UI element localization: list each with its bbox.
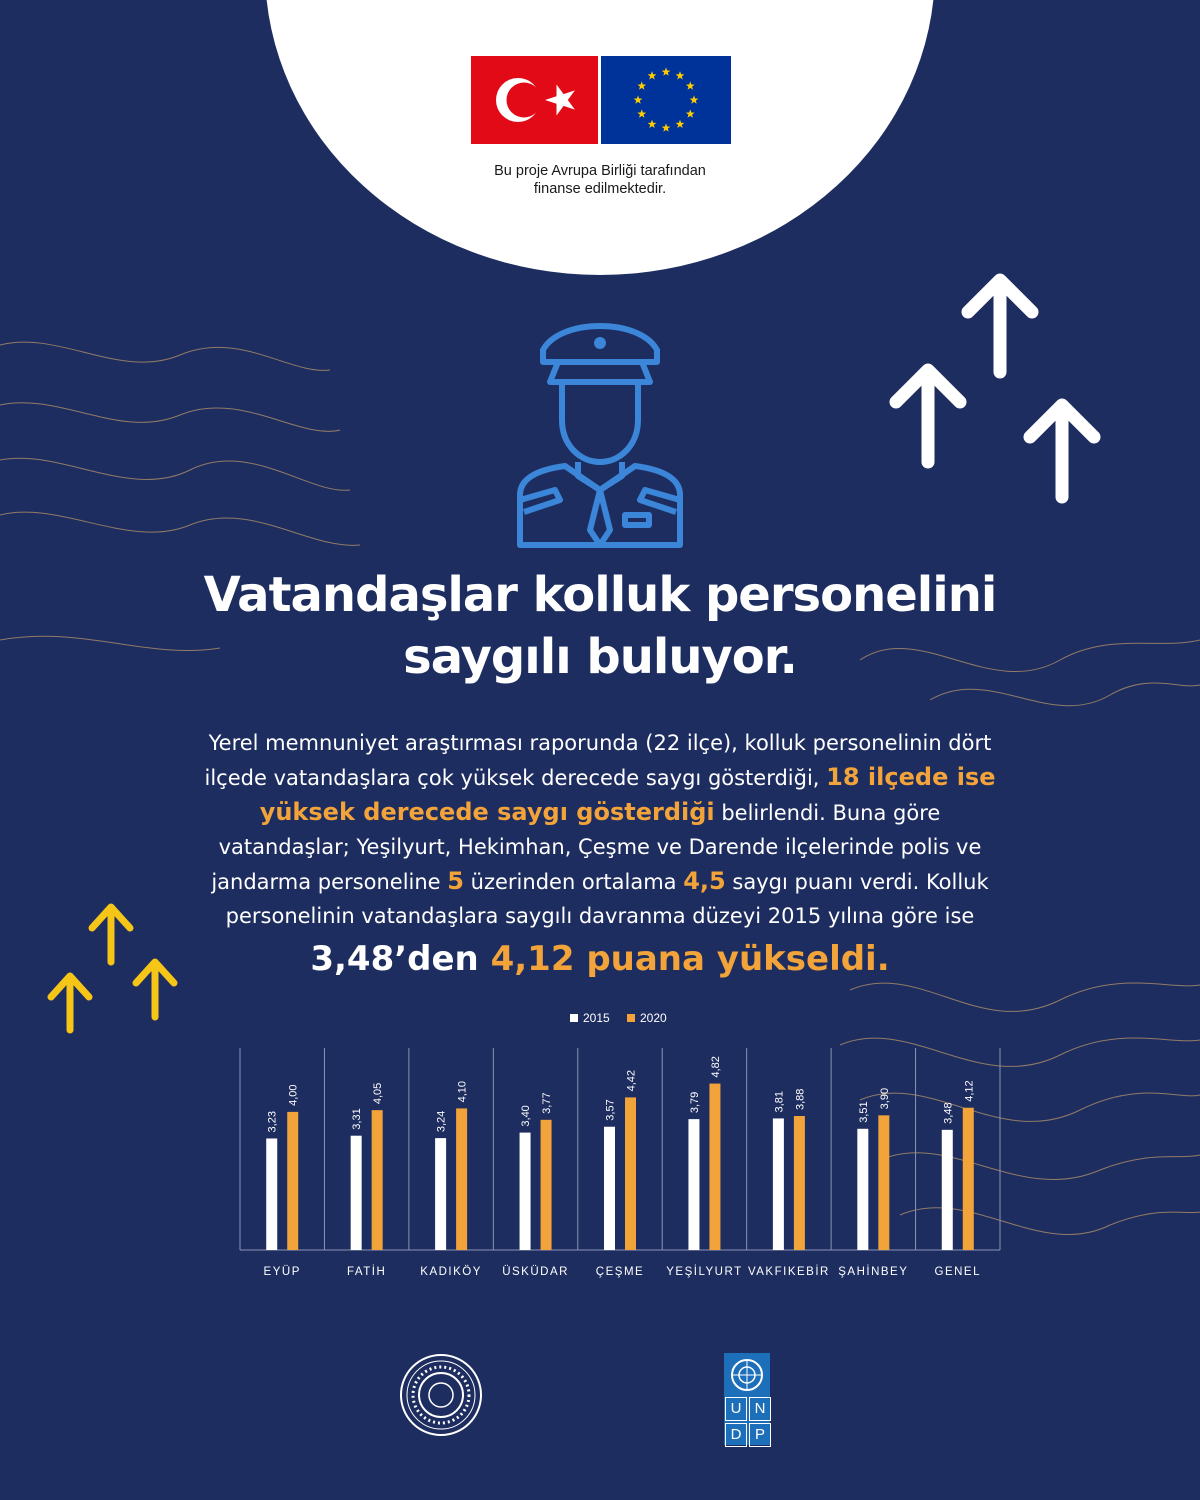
highlight-text: yüksek derecede saygı gösterdiği: [259, 798, 715, 826]
data-label: 4,05: [372, 1082, 385, 1105]
body-text: belirlendi. Buna göre: [714, 801, 941, 825]
data-label: 3,77: [541, 1092, 554, 1114]
bar-2015: [942, 1130, 953, 1250]
data-label: 3,81: [773, 1091, 786, 1113]
headline-text: 3,48’den: [310, 939, 491, 979]
highlight-text: 5: [447, 867, 464, 895]
body-text: jandarma personeline: [211, 870, 448, 894]
data-label: 3,48: [942, 1102, 955, 1124]
legend-swatch: [627, 1014, 635, 1022]
body-text: üzerinden ortalama: [463, 870, 684, 894]
bar-2015: [520, 1133, 531, 1250]
undp-letter: U: [725, 1397, 747, 1421]
un-emblem-icon: [724, 1353, 770, 1397]
data-label: 3,24: [435, 1110, 448, 1133]
title-line: saygılı buluyor.: [403, 629, 797, 685]
legend-label: 2020: [640, 1011, 667, 1025]
data-label: 3,51: [857, 1101, 870, 1123]
data-label: 3,23: [266, 1111, 279, 1133]
bar-2015: [857, 1129, 868, 1250]
data-label: 4,10: [456, 1081, 469, 1103]
bar-2015: [266, 1138, 277, 1250]
bar-2020: [287, 1112, 298, 1250]
category-label: VAKFIKEBİR: [747, 1266, 830, 1278]
data-label: 3,90: [878, 1087, 891, 1110]
bar-2020: [541, 1120, 552, 1250]
data-label: 4,00: [287, 1084, 300, 1106]
category-label: ÇEŞME: [595, 1266, 645, 1278]
category-label: ÜSKÜDAR: [502, 1266, 569, 1278]
eu-caption-line: Bu proje Avrupa Birliği tarafından: [494, 163, 706, 179]
body-text: ilçede vatandaşlara çok yüksek derecede saygı gösterdiği,: [204, 766, 827, 790]
bar-2020: [878, 1115, 889, 1250]
bar-2020: [794, 1116, 805, 1250]
undp-letter: D: [725, 1423, 747, 1447]
bar-2015: [435, 1138, 446, 1250]
category-label: YEŞİLYURT: [666, 1266, 743, 1278]
category-label: ŞAHİNBEY: [838, 1266, 909, 1278]
highlight-text: 4,5: [683, 867, 726, 895]
undp-letters: [724, 1397, 770, 1447]
bar-2020: [625, 1097, 636, 1250]
undp-letter: N: [749, 1397, 771, 1421]
bar-2020: [709, 1084, 720, 1250]
title-line: Vatandaşlar kolluk personelini: [203, 567, 997, 623]
eu-caption-line: finanse edilmektedir.: [533, 181, 667, 197]
bar-2015: [351, 1136, 362, 1250]
data-label: 4,42: [625, 1069, 638, 1092]
bar-2015: [604, 1127, 615, 1250]
bar-2015: [688, 1119, 699, 1250]
bar-2015: [773, 1118, 784, 1250]
data-label: 3,57: [604, 1099, 617, 1121]
data-label: 3,40: [520, 1105, 533, 1127]
bar-2020: [963, 1108, 974, 1250]
body-text: personelinin vatandaşlara saygılı davranma düzeyi 2015 yılına göre ise: [225, 904, 975, 928]
undp-letter: P: [749, 1423, 771, 1447]
data-label: 3,79: [688, 1091, 701, 1114]
data-label: 3,88: [794, 1088, 807, 1111]
category-label: FATİH: [347, 1266, 387, 1278]
highlight-text: 18 ilçede ise: [826, 763, 996, 791]
headline-highlight: 4,12 puana yükseldi.: [490, 939, 890, 979]
data-label: 4,12: [963, 1080, 976, 1102]
legend-label: 2015: [583, 1011, 610, 1025]
data-label: 4,82: [709, 1056, 722, 1078]
body-text: saygı puanı verdi. Kolluk: [725, 870, 989, 894]
bar-2020: [372, 1110, 383, 1250]
undp-logo: [724, 1353, 770, 1445]
bar-2020: [456, 1108, 467, 1250]
body-text: vatandaşlar; Yeşilyurt, Hekimhan, Çeşme ve Darende ilçelerinde polis ve: [218, 835, 982, 859]
data-label: 3,31: [351, 1108, 364, 1130]
body-text: Yerel memnuniyet araştırması raporunda (22 ilçe), kolluk personelinin dört: [208, 731, 992, 755]
category-label: EYÜP: [263, 1266, 301, 1278]
category-label: KADIKÖY: [420, 1266, 482, 1278]
category-label: GENEL: [934, 1266, 982, 1278]
legend-swatch: [570, 1014, 578, 1022]
